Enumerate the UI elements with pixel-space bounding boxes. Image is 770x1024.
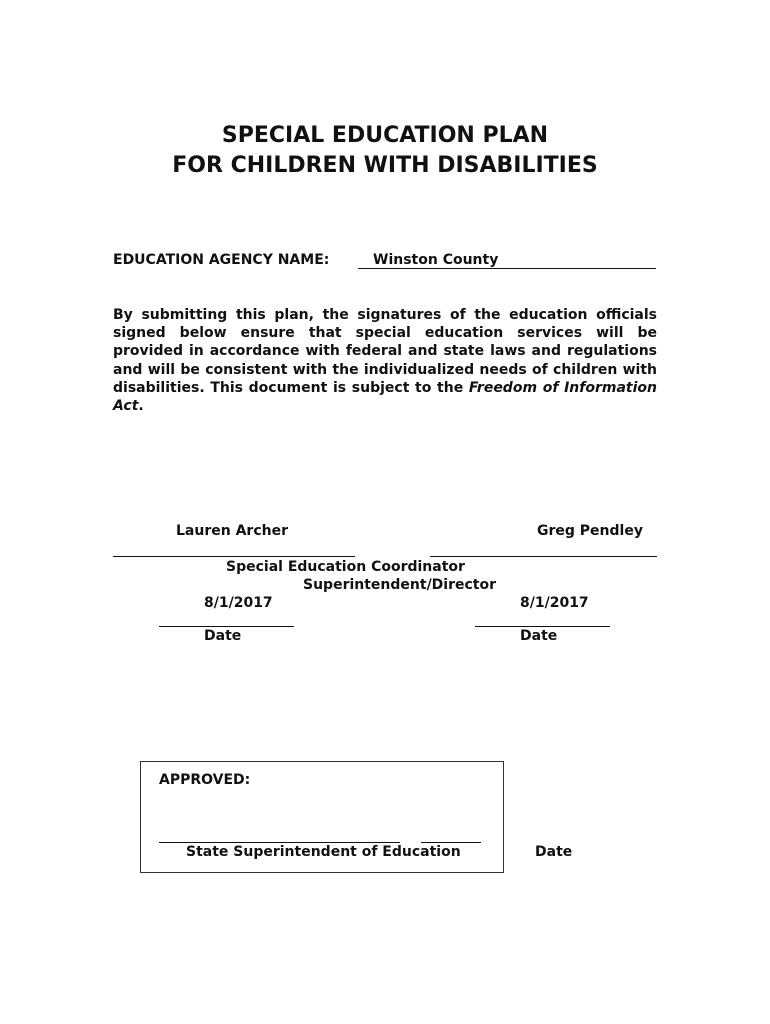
left-signer-title: Special Education Coordinator [226, 559, 465, 575]
approval-date-line [421, 842, 481, 843]
right-date-label: Date [520, 628, 558, 644]
right-date-value: 8/1/2017 [520, 595, 589, 611]
left-signature-line [113, 556, 355, 557]
document-title-line-2: FOR CHILDREN WITH DISABILITIES [172, 153, 598, 178]
agency-name-value: Winston County [373, 252, 499, 268]
approval-date-label: Date [535, 844, 573, 860]
approved-label: APPROVED: [159, 772, 251, 788]
left-date-line [159, 626, 294, 627]
right-signer-title: Superintendent/Director [303, 577, 497, 593]
right-signature-line [430, 556, 657, 557]
agency-name-label: EDUCATION AGENCY NAME: [113, 252, 330, 268]
right-signer-name: Greg Pendley [537, 523, 643, 539]
agency-name-underline [358, 268, 656, 269]
state-superintendent-label: State Superintendent of Education [186, 844, 461, 860]
left-signer-name: Lauren Archer [176, 523, 288, 539]
submission-statement [113, 306, 657, 415]
statement-text-end: . [138, 398, 144, 415]
document-title-line-1: SPECIAL EDUCATION PLAN [221, 123, 549, 148]
statement-act-name: Freedom of Information Act [113, 379, 657, 415]
left-date-value: 8/1/2017 [204, 595, 273, 611]
statement-text: By submitting this plan, the signatures of the education officials signed below ensure that special education services will be provided in accordance with federal and state laws and regulations and will be consistent with the individualized needs of children with disabilities. This document is subject to the [113, 307, 657, 396]
state-superintendent-signature-line [159, 842, 400, 843]
left-date-label: Date [204, 628, 242, 644]
right-date-line [475, 626, 610, 627]
